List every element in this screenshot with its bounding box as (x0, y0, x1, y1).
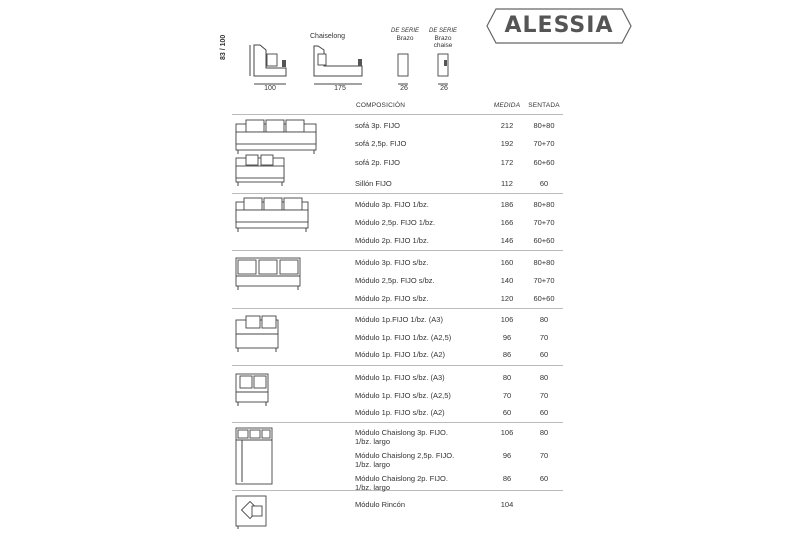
col-header-sentada: SENTADA (528, 102, 560, 109)
row-label-line1: Módulo Chaislong 2p. FIJO. (355, 474, 448, 483)
row-sentada: 60 (539, 179, 549, 188)
row-label (355, 218, 435, 227)
row-medida: 96 (502, 333, 512, 342)
header-divider (232, 114, 563, 115)
row-medida: 106 (500, 428, 514, 437)
dim-sofa: 100 (264, 85, 276, 92)
modulo-1p-1bz-illustration (234, 314, 324, 364)
group-divider (232, 365, 563, 366)
row-label (355, 451, 454, 469)
row-medida: 70 (502, 391, 512, 400)
row-label-line1: Módulo 2,5p. FIJO 1/bz. (355, 218, 436, 227)
row-label (355, 139, 406, 148)
modulo-chaiselong-illustration (234, 424, 324, 486)
de-serie-label-2: DE SERIE (428, 28, 457, 34)
row-label-line2: 1/bz. largo (355, 460, 391, 469)
col-header-composicion: COMPOSICIÓN (356, 102, 406, 109)
modulo-1bz-illustration (234, 196, 324, 246)
row-label-line1: Módulo 3p. FIJO s/bz. (355, 258, 429, 267)
group-divider (232, 308, 563, 309)
row-label (355, 258, 428, 267)
row-label (355, 428, 448, 446)
row-sentada: 80+80 (533, 200, 555, 209)
col-header-medida: MEDIDA (493, 102, 521, 109)
brazo-chaise-label (428, 35, 458, 49)
row-sentada: 60+60 (533, 236, 555, 245)
row-medida: 212 (500, 121, 514, 130)
row-sentada: 70+70 (533, 139, 555, 148)
row-medida: 146 (500, 236, 514, 245)
row-sentada: 60 (539, 408, 549, 417)
row-medida: 160 (500, 258, 514, 267)
row-label-line1: Módulo 1p. FIJO 1/bz. (A2,5) (355, 333, 452, 342)
row-label (355, 158, 400, 167)
row-sentada: 80+80 (533, 258, 555, 267)
row-label-line1: sofá 2,5p. FIJO (355, 139, 407, 148)
row-medida: 80 (502, 373, 512, 382)
row-label (355, 500, 405, 509)
group-divider (232, 250, 563, 251)
row-medida: 166 (500, 218, 514, 227)
row-label-line1: Módulo Chaislong 3p. FIJO. (355, 428, 448, 437)
row-medida: 106 (500, 315, 514, 324)
modulo-1p-sbz-illustration (234, 372, 324, 422)
row-label (355, 179, 392, 188)
chaise-label: chaise (433, 42, 453, 49)
row-label-line1: Módulo 2p. FIJO s/bz. (355, 294, 429, 303)
row-label (355, 276, 435, 285)
dim-brazo-chaise: 26 (440, 85, 448, 92)
row-sentada: 70 (539, 391, 549, 400)
row-medida: 192 (500, 139, 514, 148)
row-medida: 120 (500, 294, 514, 303)
sofa-fijo-illustrations (234, 118, 324, 190)
row-medida: 172 (500, 158, 514, 167)
row-label-line2: 1/bz. largo (355, 437, 391, 446)
row-label (355, 391, 451, 400)
row-label-line1: Módulo 1p. FIJO 1/bz. (A2) (355, 350, 446, 359)
row-label-line1: Módulo 1p. FIJO s/bz. (A2,5) (355, 391, 451, 400)
row-label-line1: Módulo Chaislong 2,5p. FIJO. (355, 451, 455, 460)
row-medida: 60 (502, 408, 512, 417)
dim-brazo: 26 (400, 85, 408, 92)
row-label (355, 350, 445, 359)
height-dimension-label: 83 / 100 (220, 34, 227, 60)
row-label-line1: Módulo 2,5p. FIJO s/bz. (355, 276, 435, 285)
row-label (355, 121, 400, 130)
row-label-line1: Módulo 3p. FIJO 1/bz. (355, 200, 429, 209)
row-label-line2: 1/bz. largo (355, 483, 391, 492)
brazo-label-2: Brazo (434, 35, 452, 42)
row-sentada: 70+70 (533, 218, 555, 227)
row-label (355, 315, 443, 324)
row-sentada: 80+80 (533, 121, 555, 130)
row-label-line1: sofá 3p. FIJO (355, 121, 401, 130)
row-label (355, 200, 429, 209)
row-label-line1: Módulo 1p. FIJO s/bz. (A2) (355, 408, 445, 417)
modulo-sbz-illustration (234, 256, 324, 306)
row-medida: 140 (500, 276, 514, 285)
row-label-line1: Módulo 1p.FIJO 1/bz. (A3) (355, 315, 443, 324)
row-label (355, 408, 445, 417)
row-sentada: 70 (539, 451, 549, 460)
row-sentada: 60+60 (533, 294, 555, 303)
chaiselong-label: Chaiselong (310, 33, 346, 40)
dim-chaise: 175 (334, 85, 346, 92)
row-sentada: 60+60 (533, 158, 555, 167)
row-sentada: 60 (539, 474, 549, 483)
group-divider (232, 193, 563, 194)
row-sentada: 80 (539, 373, 549, 382)
row-label-line1: Sillón FIJO (355, 179, 392, 188)
row-label (355, 236, 429, 245)
de-serie-label-1: DE SERIE (390, 28, 419, 34)
row-medida: 104 (500, 500, 514, 509)
row-label (355, 373, 445, 382)
row-medida: 86 (502, 474, 512, 483)
brazo-label: Brazo (396, 35, 414, 42)
row-label-line1: sofá 2p. FIJO (355, 158, 401, 167)
row-sentada: 70 (539, 333, 549, 342)
row-medida: 96 (502, 451, 512, 460)
row-medida: 186 (500, 200, 514, 209)
row-label-line1: Módulo 2p. FIJO 1/bz. (355, 236, 429, 245)
group-divider (232, 422, 563, 423)
row-sentada: 80 (539, 428, 549, 437)
row-label (355, 474, 448, 492)
row-medida: 112 (501, 179, 513, 188)
row-medida: 86 (502, 350, 512, 359)
row-sentada: 80 (539, 315, 549, 324)
row-label-line1: Módulo Rincón (355, 500, 406, 509)
modulo-rincon-illustration (234, 494, 324, 534)
row-sentada: 60 (539, 350, 549, 359)
row-label (355, 333, 451, 342)
row-label (355, 294, 428, 303)
row-label-line1: Módulo 1p. FIJO s/bz. (A3) (355, 373, 445, 382)
brand-name: ALESSIA (504, 13, 614, 38)
row-sentada: 70+70 (533, 276, 555, 285)
